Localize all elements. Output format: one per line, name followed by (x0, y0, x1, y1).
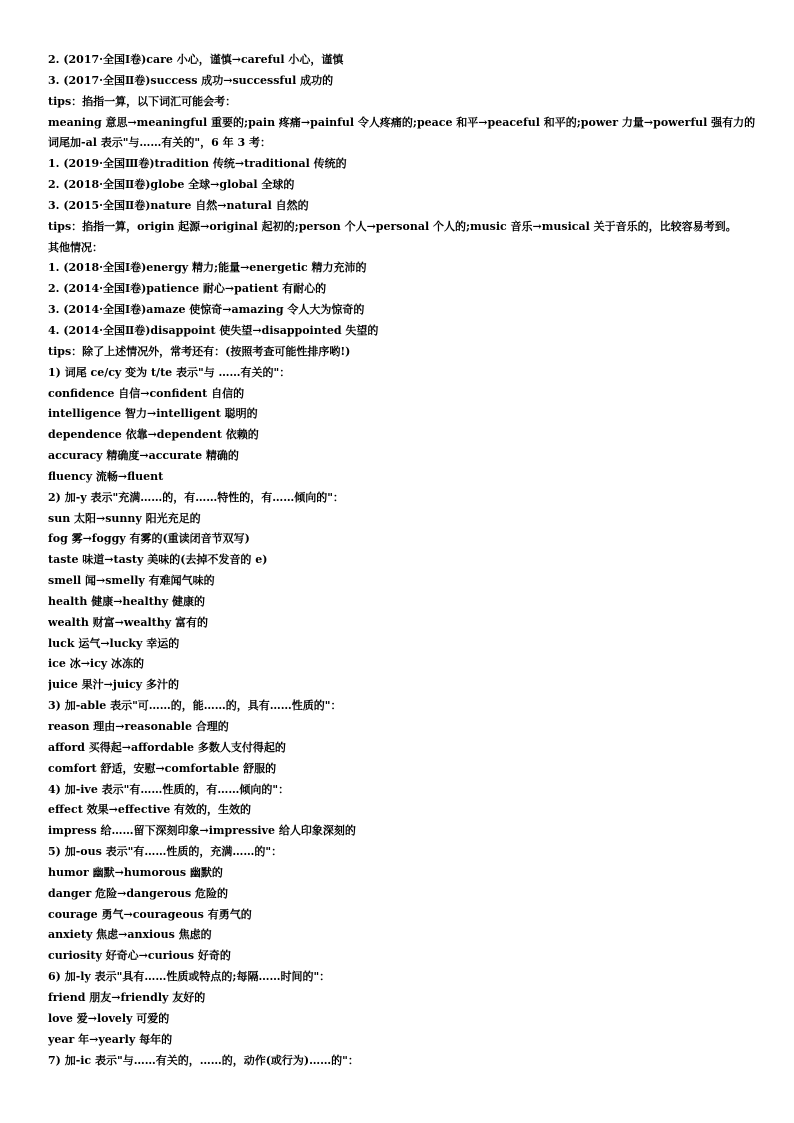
text-line: 1. (2018·全国Ⅰ卷)energy 精力;能量→energetic 精力充沛的 (48, 261, 367, 275)
text-line: 5) 加-ous 表示"有……性质的，充满……的"： (48, 845, 283, 859)
text-line: afford 买得起→affordable 多数人支付得起的 (48, 740, 286, 754)
text-line: effect 效果→effective 有效的，生效的 (48, 803, 252, 817)
text-line: sun 太阳→sunny 阳光充足的 (48, 511, 201, 525)
text-line: accuracy 精确度→accurate 精确的 (48, 449, 239, 463)
text-line: 其他情况： (48, 240, 103, 254)
text-line: 3. (2017·全国Ⅱ卷)success 成功→successful 成功的 (48, 73, 334, 87)
text-line: anxiety 焦虑→anxious 焦虑的 (48, 928, 212, 942)
text-line: year 年→yearly 每年的 (48, 1032, 173, 1046)
text-line: taste 味道→tasty 美味的(去掉不发音的 e) (48, 553, 268, 567)
text-line: fluency 流畅→fluent (48, 469, 164, 483)
text-line: reason 理由→reasonable 合理的 (48, 720, 229, 733)
text-line: 3. (2015·全国Ⅱ卷)nature 自然→natural 自然的 (48, 198, 309, 212)
text-line: tips：除了上述情况外，常考还有：(按照考查可能性排序哟!) (48, 344, 351, 358)
text-line: comfort 舒适，安慰→comfortable 舒服的 (48, 761, 277, 775)
text-line: tips：掐指一算，origin 起源→original 起初的;person 个人→personal 个人的;music 音乐→musical 关于音乐的，比较容易考到。 (48, 219, 737, 233)
text-line: 4) 加-ive 表示"有……性质的，有……倾向的"： (48, 782, 290, 796)
text-line: 2. (2014·全国Ⅰ卷)patience 耐心→patient 有耐心的 (48, 282, 327, 296)
text-line: 2. (2017·全国Ⅰ卷)care 小心，谨慎→careful 小心，谨慎 (48, 53, 344, 66)
text-line: impress 给……留下深刻印象→impressive 给人印象深刻的 (48, 824, 356, 838)
text-line: 词尾加-al 表示"与……有关的"，6 年 3 考： (48, 136, 271, 150)
text-line: wealth 财富→wealthy 富有的 (48, 615, 208, 629)
text-line: 1) 词尾 ce/cy 变为 t/te 表示"与 ……有关的"： (48, 365, 291, 379)
text-line: fog 雾→foggy 有雾的(重读闭音节双写) (48, 532, 250, 546)
document-page (48, 50, 768, 1071)
text-line: tips：掐指一算，以下词汇可能会考： (48, 94, 237, 108)
text-line: love 爱→lovely 可爱的 (48, 1011, 170, 1025)
text-line: 2. (2018·全国Ⅱ卷)globe 全球→global 全球的 (48, 178, 295, 192)
text-line: friend 朋友→friendly 友好的 (48, 990, 206, 1004)
text-line: courage 勇气→courageous 有勇气的 (48, 907, 252, 921)
text-line: 1. (2019·全国Ⅲ卷)tradition 传统→traditional 传统的 (48, 157, 347, 171)
text-line: dependence 依靠→dependent 依赖的 (48, 428, 259, 442)
text-line: humor 幽默→humorous 幽默的 (48, 865, 223, 879)
text-line: juice 果汁→juicy 多汁的 (48, 678, 179, 692)
text-line: luck 运气→lucky 幸运的 (48, 636, 180, 650)
text-line: danger 危险→dangerous 危险的 (48, 886, 229, 900)
text-line: 3) 加-able 表示"可……的，能……的，具有……性质的"： (48, 699, 342, 713)
text-line: 3. (2014·全国Ⅰ卷)amaze 使惊奇→amazing 令人大为惊奇的 (48, 303, 365, 317)
text-line: health 健康→healthy 健康的 (48, 594, 206, 608)
text-line: smell 闻→smelly 有难闻气味的 (48, 574, 215, 588)
text-line: intelligence 智力→intelligent 聪明的 (48, 407, 258, 421)
text-line: 6) 加-ly 表示"具有……性质或特点的;每隔……时间的"： (48, 970, 331, 984)
text-line: ice 冰→icy 冰冻的 (48, 657, 145, 671)
text-line: confidence 自信→confident 自信的 (48, 386, 245, 400)
text-line: 7) 加-ic 表示"与……有关的，……的，动作(或行为)……的"： (48, 1053, 359, 1067)
text-line: 4. (2014·全国Ⅱ卷)disappoint 使失望→disappointed 失望的 (48, 323, 379, 337)
text-line: 2) 加-y 表示"充满……的，有……特性的，有……倾向的"： (48, 490, 344, 504)
text-line: curiosity 好奇心→curious 好奇的 (48, 949, 231, 963)
text-line: meaning 意思→meaningful 重要的;pain 疼痛→painful 令人疼痛的;peace 和平→peaceful 和平的;power 力量→powerful 强有力的 (48, 115, 756, 129)
